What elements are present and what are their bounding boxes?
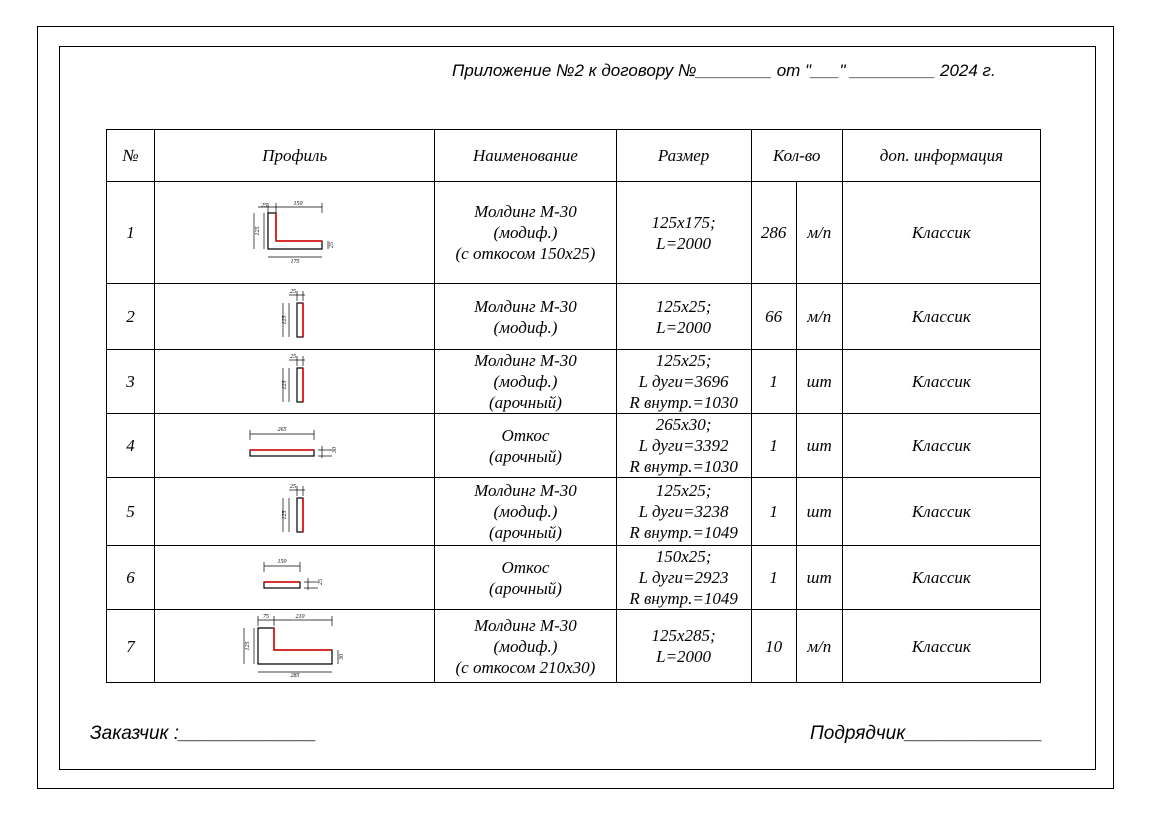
table-row — [107, 610, 1041, 683]
name-line: (модиф.) — [493, 372, 558, 391]
cell-size — [616, 414, 751, 478]
column-header-profile: Профиль — [155, 130, 435, 182]
cell-unit: шт — [796, 414, 842, 478]
cell-size — [616, 350, 751, 414]
cell-unit: шт — [796, 546, 842, 610]
size-line: R внутр.=1049 — [629, 523, 738, 542]
profile-drawing — [240, 614, 350, 678]
cell-info: Классик — [842, 350, 1040, 414]
name-line: (арочный) — [488, 393, 562, 412]
name-line: Молдинг М-30 — [474, 351, 577, 370]
column-header-no: № — [107, 130, 155, 182]
name-line: (модиф.) — [493, 636, 558, 656]
size-line: L=2000 — [656, 317, 712, 337]
cell-size — [616, 284, 751, 350]
cell-qty: 10 — [751, 610, 796, 683]
size-line: L дуги=3238 — [638, 502, 729, 521]
profile-drawing — [248, 426, 342, 466]
profile-drawing — [275, 352, 315, 412]
svg-text:25: 25 — [328, 241, 335, 248]
cell-size — [616, 182, 751, 284]
svg-text:125: 125 — [281, 315, 288, 324]
cell-no: 6 — [107, 546, 155, 610]
cell-size — [616, 478, 751, 546]
cell-unit: м/п — [796, 610, 842, 683]
cell-name — [435, 350, 616, 414]
column-header-qty: Кол-во — [751, 130, 842, 182]
profile-drawing — [262, 558, 328, 598]
cell-name — [435, 610, 616, 683]
size-line: 125х25; — [655, 351, 712, 370]
name-line: (с откосом 150х25) — [455, 244, 596, 263]
svg-text:125: 125 — [281, 380, 288, 389]
svg-text:25: 25 — [289, 353, 296, 360]
cell-info: Классик — [842, 182, 1040, 284]
profile-drawing — [275, 287, 315, 347]
name-line: (арочный) — [488, 578, 562, 598]
table-row — [107, 284, 1041, 350]
name-line: (модиф.) — [493, 317, 558, 337]
svg-text:30: 30 — [338, 654, 345, 660]
name-line: Молдинг М-30 — [474, 202, 577, 221]
name-line: (арочный) — [488, 446, 562, 466]
svg-text:150: 150 — [277, 558, 287, 565]
cell-no: 4 — [107, 414, 155, 478]
size-line: 150х25; — [655, 547, 712, 566]
name-line: (арочный) — [488, 523, 562, 542]
profile-drawing — [250, 201, 340, 265]
cell-info: Классик — [842, 284, 1040, 350]
specification-table — [106, 129, 1041, 683]
size-line: L=2000 — [656, 233, 712, 253]
table-row — [107, 182, 1041, 284]
size-line: L дуги=3696 — [638, 372, 729, 391]
svg-text:265: 265 — [277, 426, 287, 433]
svg-text:25: 25 — [289, 288, 296, 295]
cell-qty: 1 — [751, 478, 796, 546]
size-line: 265х30; — [655, 415, 712, 434]
cell-qty: 1 — [751, 414, 796, 478]
cell-profile — [155, 546, 435, 610]
svg-text:25: 25 — [317, 578, 324, 585]
cell-profile — [155, 182, 435, 284]
cell-no: 5 — [107, 478, 155, 546]
cell-qty: 286 — [751, 182, 796, 284]
cell-qty: 66 — [751, 284, 796, 350]
cell-profile — [155, 610, 435, 683]
svg-text:175: 175 — [290, 258, 300, 265]
cell-name — [435, 546, 616, 610]
profile-drawing — [275, 482, 315, 542]
size-line: 125х285; — [651, 626, 716, 645]
cell-size — [616, 546, 751, 610]
svg-text:125: 125 — [244, 641, 251, 651]
cell-profile — [155, 414, 435, 478]
cell-info: Классик — [842, 414, 1040, 478]
cell-profile — [155, 478, 435, 546]
contractor-signature: Подрядчик_____________ — [810, 723, 1043, 744]
name-line: Откос — [501, 425, 550, 445]
size-line: R внутр.=1049 — [629, 589, 738, 608]
size-line: R внутр.=1030 — [629, 393, 738, 412]
name-line: Молдинг М-30 — [474, 481, 577, 500]
cell-info: Классик — [842, 478, 1040, 546]
name-line: (модиф.) — [493, 223, 558, 242]
cell-name — [435, 284, 616, 350]
cell-name — [435, 414, 616, 478]
column-header-size: Размер — [616, 130, 751, 182]
table-row — [107, 546, 1041, 610]
svg-text:25: 25 — [260, 202, 267, 209]
svg-text:30: 30 — [331, 446, 338, 453]
name-line: (с откосом 210х30) — [455, 657, 596, 677]
svg-text:25: 25 — [289, 483, 296, 490]
cell-profile — [155, 350, 435, 414]
document-title: Приложение №2 к договору №________ от "___" _________ 2024 г. — [452, 61, 996, 80]
column-header-name: Наименование — [435, 130, 616, 182]
cell-unit: шт — [796, 350, 842, 414]
name-line: Молдинг М-30 — [474, 296, 577, 316]
cell-unit: м/п — [796, 284, 842, 350]
name-line: Молдинг М-30 — [474, 615, 577, 635]
cell-unit: шт — [796, 478, 842, 546]
cell-no: 2 — [107, 284, 155, 350]
svg-text:125: 125 — [254, 226, 261, 235]
size-line: L дуги=3392 — [638, 436, 729, 455]
table-header-row — [107, 130, 1041, 182]
svg-text:210: 210 — [295, 614, 305, 620]
cell-no: 7 — [107, 610, 155, 683]
size-line: L дуги=2923 — [638, 568, 729, 587]
size-line: 125х175; — [651, 212, 716, 232]
size-line: 125х25; — [655, 481, 712, 500]
size-line: 125х25; — [655, 296, 712, 316]
svg-text:150: 150 — [293, 200, 303, 207]
size-line: R внутр.=1030 — [629, 457, 738, 476]
cell-qty: 1 — [751, 350, 796, 414]
svg-text:75: 75 — [262, 614, 269, 620]
cell-info: Классик — [842, 546, 1040, 610]
cell-qty: 1 — [751, 546, 796, 610]
cell-size — [616, 610, 751, 683]
cell-no: 1 — [107, 182, 155, 284]
cell-no: 3 — [107, 350, 155, 414]
cell-name — [435, 478, 616, 546]
table-row — [107, 414, 1041, 478]
customer-signature: Заказчик :_____________ — [90, 723, 317, 744]
size-line: L=2000 — [656, 647, 712, 666]
svg-text:125: 125 — [281, 510, 288, 519]
cell-info: Классик — [842, 610, 1040, 683]
cell-profile — [155, 284, 435, 350]
table-row — [107, 350, 1041, 414]
name-line: (модиф.) — [493, 502, 558, 521]
name-line: Откос — [501, 557, 550, 577]
table-row — [107, 478, 1041, 546]
column-header-info: доп. информация — [842, 130, 1040, 182]
svg-text:285: 285 — [290, 673, 300, 678]
cell-name — [435, 182, 616, 284]
cell-unit: м/п — [796, 182, 842, 284]
